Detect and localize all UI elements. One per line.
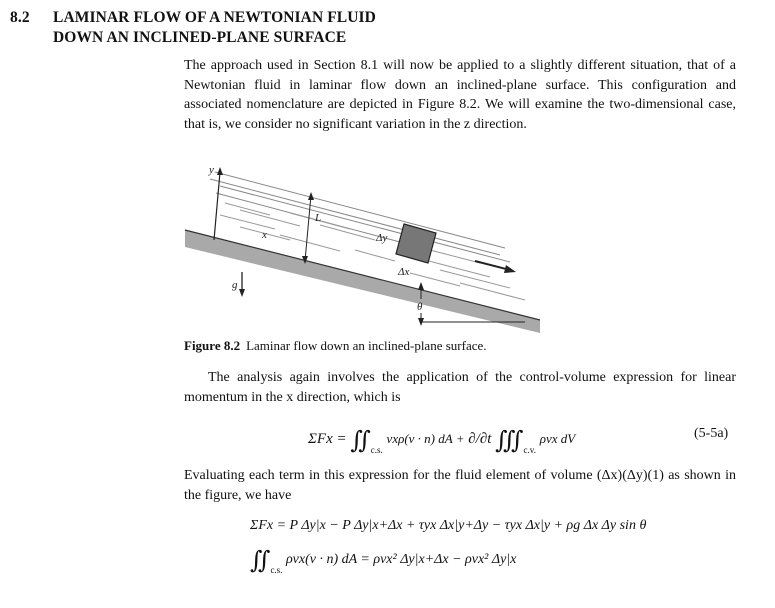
force-balance-equation: ΣFx = P Δy|x − P Δy|x+Δx + τyx Δx|y+Δy − τyx Δx|y + ρg Δx Δy sin θ bbox=[250, 518, 647, 533]
eq1-accumulation-term: ρvx dV bbox=[539, 431, 576, 446]
momentum-paragraph: The analysis again involves the application of the control-volume expression for linear momentum in the x direction, which is bbox=[184, 370, 736, 405]
figure-caption bbox=[184, 338, 487, 354]
section-title-line1: LAMINAR FLOW OF A NEWTONIAN FLUID bbox=[53, 9, 376, 26]
inclined-plane-figure bbox=[180, 155, 550, 335]
momentum-equation bbox=[308, 426, 575, 455]
eq1-flux-term: vxρ(v · n) dA + bbox=[386, 431, 465, 446]
gravity-label: g bbox=[232, 279, 238, 291]
eq1-surface-integral: ∬ bbox=[350, 428, 371, 454]
equation-number: (5-5a) bbox=[694, 426, 729, 441]
section-heading bbox=[10, 8, 376, 48]
eq3-body: ρvx(v · n) dA = ρvx² Δy|x+Δx − ρvx² Δy|x bbox=[285, 552, 517, 567]
eq1-time-derivative: ∂/∂t bbox=[468, 431, 492, 447]
fluid-element bbox=[396, 224, 436, 263]
section-title-line2: DOWN AN INCLINED-PLANE SURFACE bbox=[53, 29, 347, 46]
theta-label: θ bbox=[417, 301, 423, 313]
thickness-label: L bbox=[315, 212, 322, 224]
intro-paragraph: The approach used in Section 8.1 will now be applied to a slightly different situation, that of a Newtonian fluid in laminar flow down an inclined-plane surface. This configuration and associated nomenclature are depicted in Figure 8.2. We will examine the two-dimensional case, that is, we consider no significant variation in the z direction. bbox=[184, 58, 736, 132]
figure-caption-text: Laminar flow down an inclined-plane surface. bbox=[246, 338, 487, 353]
delta-y-label: Δy bbox=[376, 232, 388, 244]
eq1-lhs: ΣFx = bbox=[308, 431, 347, 447]
delta-x-label: Δx bbox=[398, 266, 410, 278]
section-number: 8.2 bbox=[10, 9, 30, 26]
x-axis-label: x bbox=[262, 229, 267, 241]
eq3-cs-subscript: c.s. bbox=[270, 565, 283, 575]
figure-caption-label: Figure 8.2 bbox=[184, 338, 241, 353]
eq1-cv-subscript: c.v. bbox=[523, 445, 536, 455]
momentum-flux-equation bbox=[250, 546, 516, 575]
y-axis-label: y bbox=[209, 164, 214, 176]
eq3-surface-integral: ∬ bbox=[250, 548, 271, 574]
eq1-volume-integral: ∭ bbox=[495, 428, 524, 454]
eq1-cs-subscript: c.s. bbox=[370, 445, 383, 455]
evaluation-paragraph: Evaluating each term in this expression for the fluid element of volume (Δx)(Δy)(1) as shown in the figure, we have bbox=[184, 468, 736, 503]
